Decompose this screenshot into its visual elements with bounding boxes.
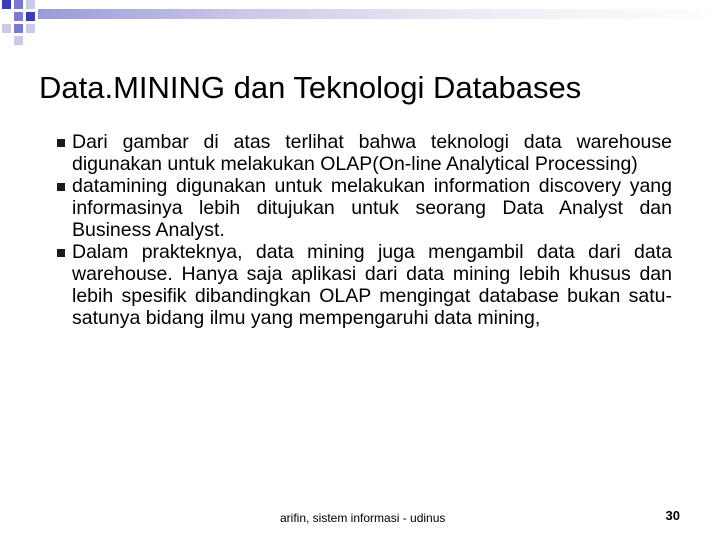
decor-square bbox=[14, 36, 23, 45]
header-gradient-bar bbox=[38, 9, 720, 19]
square-bullet-icon bbox=[57, 183, 65, 191]
decor-square bbox=[2, 24, 11, 33]
decor-square bbox=[2, 0, 11, 9]
decor-square bbox=[14, 0, 23, 9]
bullet-list bbox=[56, 131, 672, 329]
page-number: 30 bbox=[665, 508, 680, 523]
decor-square bbox=[26, 0, 35, 9]
bullet-text: datamining digunakan untuk melakukan information discovery yang informasinya lebih ditujukan untuk seorang Data Analyst dan Business Analyst. bbox=[72, 175, 672, 241]
bullet-item bbox=[56, 241, 672, 329]
bullet-item bbox=[56, 175, 672, 241]
square-bullet-icon bbox=[57, 249, 65, 257]
header-decoration bbox=[0, 0, 720, 60]
bullet-item bbox=[56, 131, 672, 175]
decor-square bbox=[26, 12, 35, 21]
decor-square bbox=[14, 24, 23, 33]
square-bullet-icon bbox=[57, 139, 65, 147]
bullet-text: Dalam prakteknya, data mining juga mengambil data dari data warehouse. Hanya saja aplikasi dari data mining lebih khusus dan lebih spesifik dibandingkan OLAP mengingat database bukan satu-satunya bidang ilmu yang mempengaruhi data mining, bbox=[72, 241, 672, 329]
decor-square bbox=[26, 24, 35, 33]
slide-title: Data.MINING dan Teknologi Databases bbox=[39, 70, 582, 105]
footer-text: arifin, sistem informasi - udinus bbox=[280, 511, 446, 525]
bullet-text: Dari gambar di atas terlihat bahwa teknologi data warehouse digunakan untuk melakukan OLAP(On-line Analytical Processing) bbox=[72, 131, 672, 175]
decor-square bbox=[14, 12, 23, 21]
